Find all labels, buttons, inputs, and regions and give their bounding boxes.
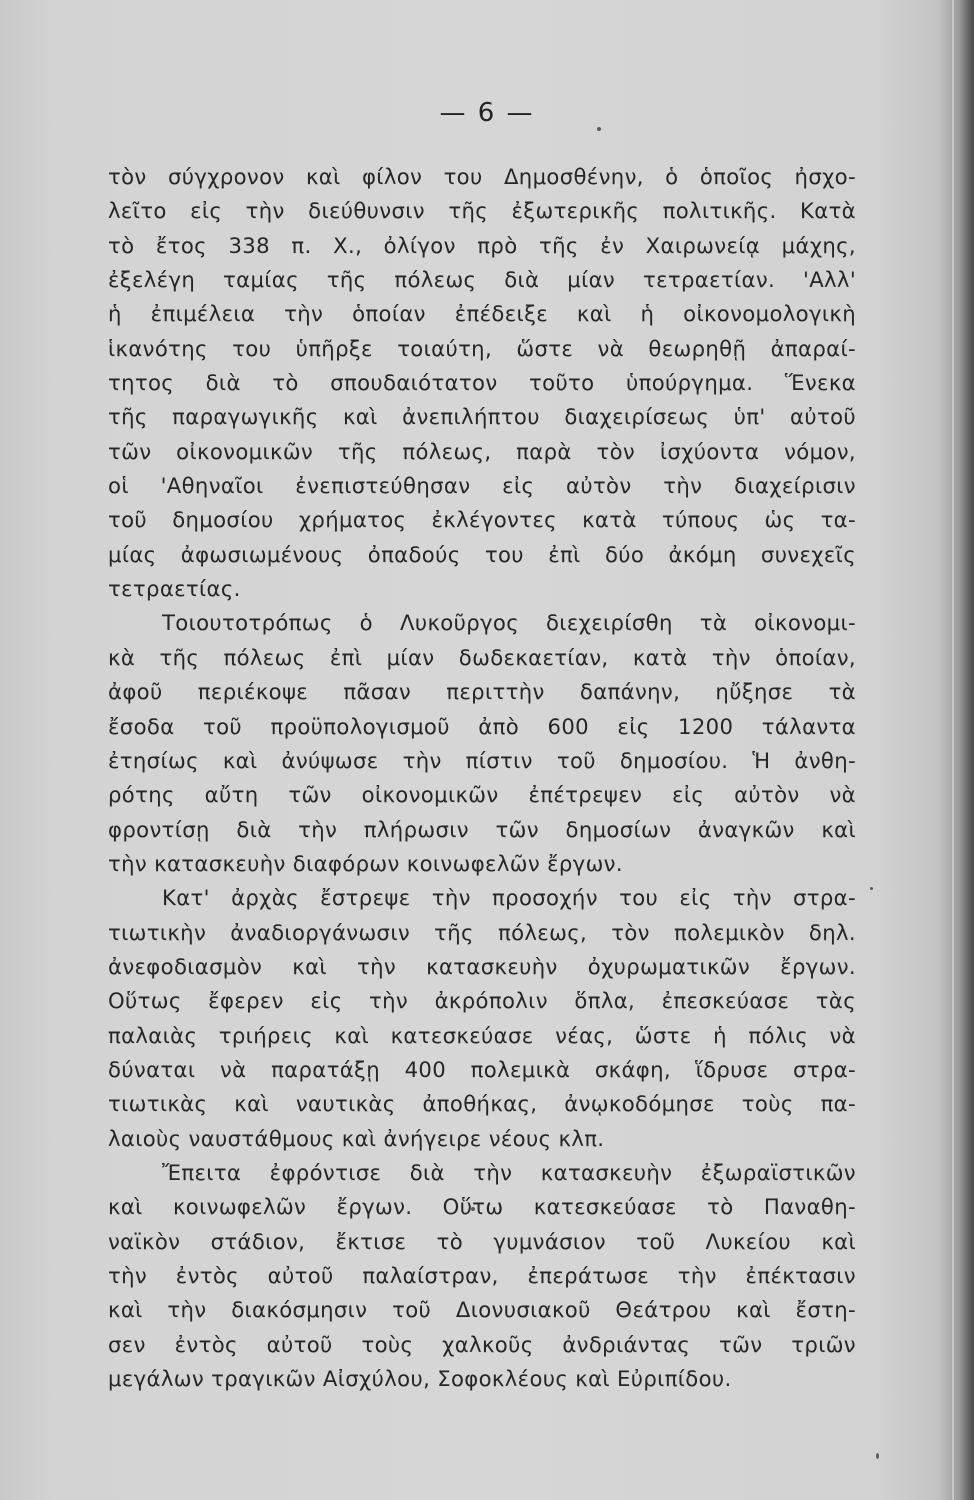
text-line: τὸ ἔτος 338 π. Χ., ὀλίγον πρὸ τῆς ἐν Χαιρωνείᾳ μάχης,: [108, 232, 856, 258]
text-line: λαιοὺς ναυστάθμους καὶ ἀνήγειρε νέους κλπ.: [108, 1125, 605, 1151]
text-line: τὴν κατασκευὴν διαφόρων κοινωφελῶν ἔργων.: [108, 850, 623, 876]
text-line: ἐξελέγη ταμίας τῆς πόλεως διὰ μίαν τετραετίαν. 'Αλλ': [108, 267, 856, 293]
text-line: τετραετίας.: [108, 576, 241, 602]
text-line: ἡ ἐπιμέλεια τὴν ὁποίαν ἐπέδειξε καὶ ἡ οἰκονομολογικὴ: [108, 301, 856, 327]
dust-speck: [876, 1453, 879, 1459]
text-line: φροντίσῃ διὰ τὴν πλήρωσιν τῶν δημοσίων ἀναγκῶν καὶ: [108, 816, 856, 842]
page-fold-line: [952, 0, 954, 1500]
text-line: κὰ τῆς πόλεως ἐπὶ μίαν δωδεκαετίαν, κατὰ τὴν ὁποίαν,: [108, 644, 856, 670]
text-line: παλαιὰς τριήρεις καὶ κατεσκεύασε νέας, ὥστε ἡ πόλις νὰ: [108, 1022, 856, 1048]
text-line: Οὕτως ἔφερεν εἰς τὴν ἀκρόπολιν ὅπλα, ἐπεσκεύασε τὰς: [108, 988, 856, 1014]
body-text: [108, 160, 856, 1396]
paragraph: [108, 1156, 856, 1396]
text-line: τιωτικὴν ἀναδιοργάνωσιν τῆς πόλεως, τὸν πολεμικὸν δηλ.: [108, 919, 856, 945]
page-fold-shadow: [940, 0, 974, 1500]
text-line: τῶν οἰκονομικῶν τῆς πόλεως, παρὰ τὸν ἰσχύοντα νόμον,: [108, 438, 856, 464]
text-line: καὶ τὴν διακόσμησιν τοῦ Διονυσιακοῦ Θεάτρου καὶ ἔστη-: [108, 1297, 856, 1323]
text-line: τὴν ἐντὸς αὐτοῦ παλαίστραν, ἐπεράτωσε τὴν ἐπέκτασιν: [108, 1263, 856, 1288]
text-line: ἀνεφοδιασμὸν καὶ τὴν κατασκευὴν ὀχυρωματικῶν ἔργων.: [108, 953, 856, 979]
text-line: λεῖτο εἰς τὴν διεύθυνσιν τῆς ἐξωτερικῆς πολιτικῆς. Κατὰ: [108, 198, 856, 224]
paragraph: [108, 881, 856, 1156]
text-line: μεγάλων τραγικῶν Αἰσχύλου, Σοφοκλέους καὶ Εὐριπίδου.: [108, 1366, 732, 1392]
text-line: σεν ἐντὸς αὐτοῦ τοὺς χαλκοῦς ἀνδριάντας τῶν τριῶν: [108, 1331, 856, 1357]
paragraph: [108, 606, 856, 881]
text-line: ἀφοῦ περιέκοψε πᾶσαν περιττὴν δαπάνην, ηὔξησε τὰ: [108, 679, 856, 705]
text-line: τητος διὰ τὸ σπουδαιότατον τοῦτο ὑπούργημα. Ἕνεκα: [108, 370, 856, 396]
page-number: — 6 —: [439, 98, 535, 128]
text-line: Τοιουτοτρόπως ὁ Λυκοῦργος διεχειρίσθη τὰ οἰκονομι-: [162, 610, 856, 636]
text-line: τιωτικὰς καὶ ναυτικὰς ἀποθήκας, ἀνῳκοδόμησε τοὺς πα-: [108, 1091, 856, 1117]
text-line: καὶ κοινωφελῶν ἔργων. Οὕτω κατεσκεύασε τὸ Παναθη-: [108, 1194, 856, 1220]
text-line: τοῦ δημοσίου χρήματος ἐκλέγοντες κατὰ τύπους ὡς τα-: [108, 507, 856, 533]
text-line: ἔσοδα τοῦ προϋπολογισμοῦ ἀπὸ 600 εἰς 1200 τάλαντα: [108, 713, 856, 739]
dust-speck: [870, 887, 873, 890]
text-line: μίας ἀφωσιωμένους ὀπαδούς του ἐπὶ δύο ἀκόμη συνεχεῖς: [108, 541, 856, 567]
text-line: δύναται νὰ παρατάξῃ 400 πολεμικὰ σκάφη, ἵδρυσε στρα-: [108, 1056, 856, 1082]
text-line: Κατ' ἀρχὰς ἔστρεψε τὴν προσοχήν του εἰς τὴν στρα-: [162, 885, 856, 911]
text-line: τῆς παραγωγικῆς καὶ ἀνεπιλήπτου διαχειρίσεως ὑπ' αὐτοῦ: [108, 404, 856, 430]
text-line: οἱ 'Αθηναῖοι ἐνεπιστεύθησαν εἰς αὐτὸν τὴν διαχείρισιν: [108, 473, 856, 499]
text-line: ἐτησίως καὶ ἀνύψωσε τὴν πίστιν τοῦ δημοσίου. Ἡ ἀνθη-: [108, 747, 856, 773]
text-line: ναϊκὸν στάδιον, ἔκτισε τὸ γυμνάσιον τοῦ Λυκείου καὶ: [108, 1228, 856, 1254]
text-line: τὸν σύγχρονον καὶ φίλον του Δημοσθένην, ὁ ὁποῖος ἠσχο-: [108, 164, 856, 189]
text-line: ἱκανότης του ὑπῆρξε τοιαύτη, ὥστε νὰ θεωρηθῇ ἀπαραί-: [108, 335, 856, 361]
text-line: Ἔπειτα ἐφρόντισε διὰ τὴν κατασκευὴν ἐξωραϊστικῶν: [162, 1159, 856, 1185]
text-line: ρότης αὔτη τῶν οἰκονομικῶν ἐπέτρεψεν εἰς αὐτὸν νὰ: [108, 782, 856, 808]
paragraph: [108, 160, 856, 606]
